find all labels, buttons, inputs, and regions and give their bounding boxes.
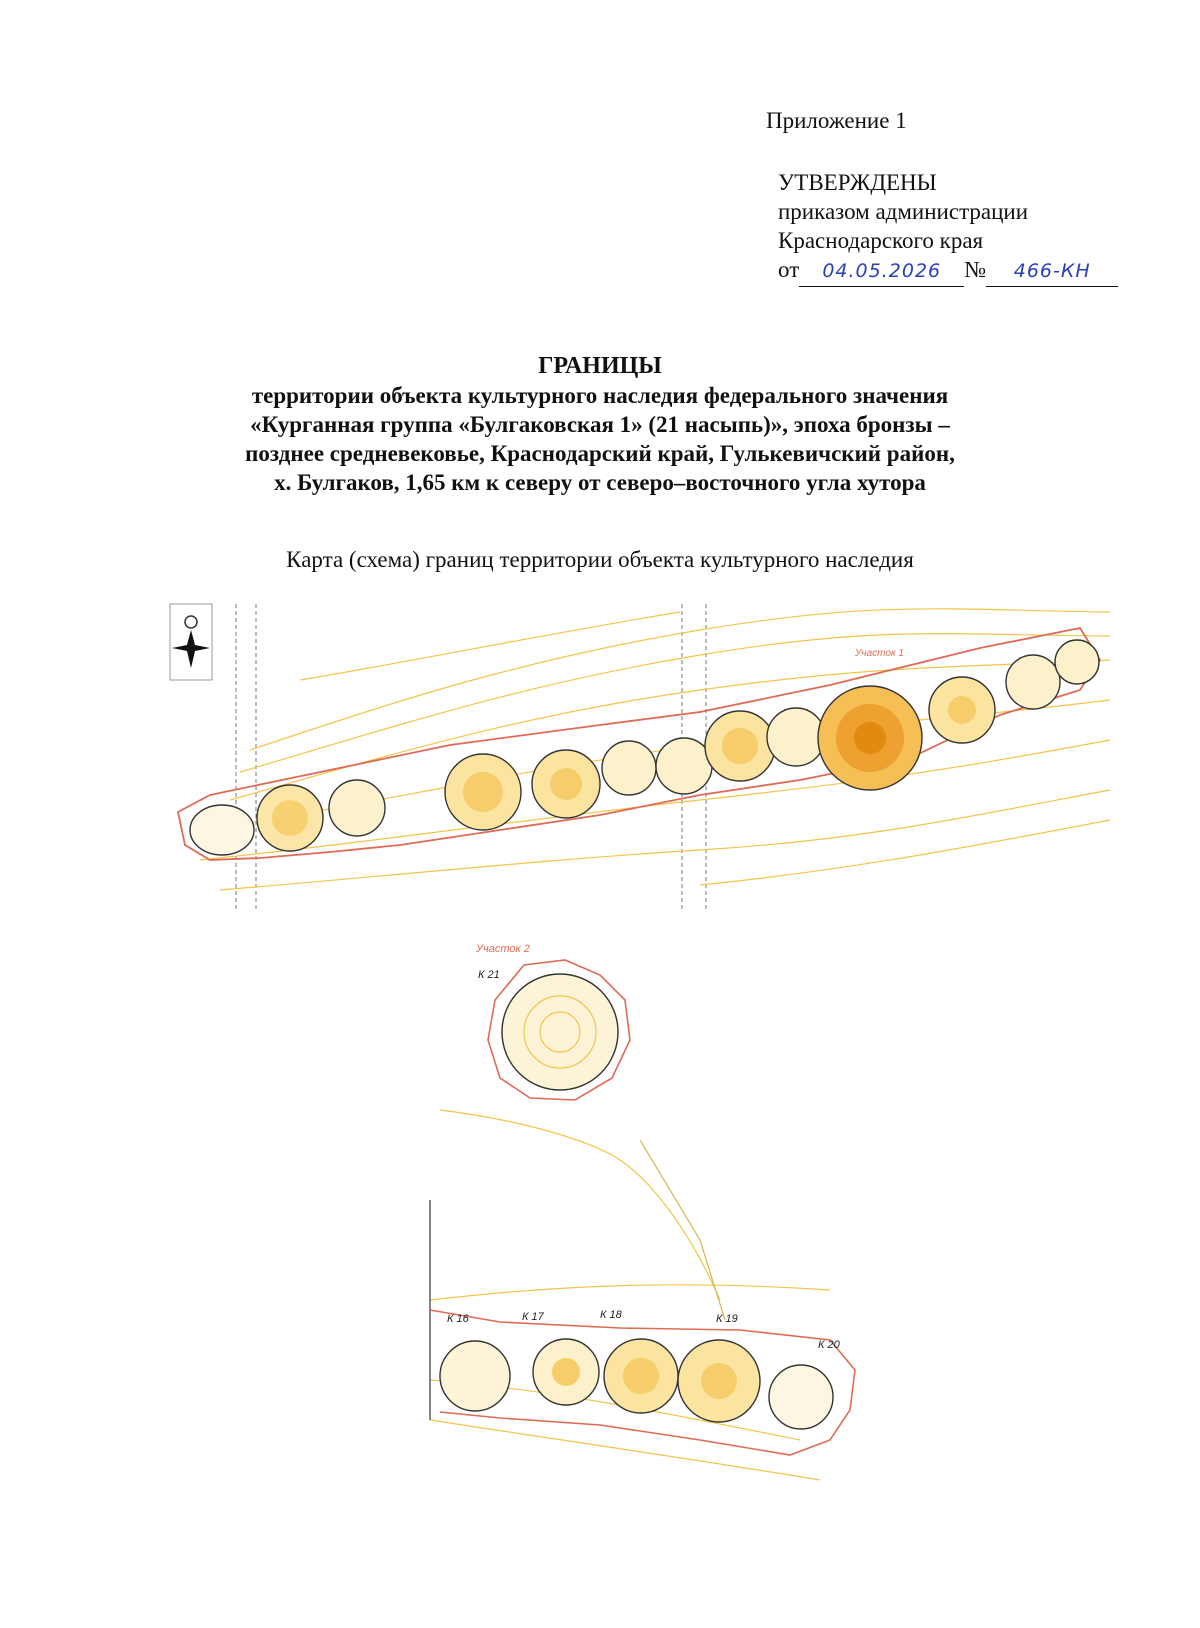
appendix-label: Приложение 1 bbox=[766, 108, 907, 133]
contour-lines bbox=[200, 609, 1110, 890]
title-line-3: позднее средневековье, Краснодарский край, Гулькевичский район, bbox=[245, 441, 955, 466]
plot-2-label: Участок 2 bbox=[476, 943, 530, 955]
handwritten-date: 04.05.2026 bbox=[799, 257, 964, 287]
title-line-4: х. Булгаков, 1,65 км к северу от северо–восточного угла хутора bbox=[274, 470, 926, 495]
title-line-2: «Курганная группа «Булгаковская 1» (21 насыпь)», эпоха бронзы – bbox=[250, 412, 950, 437]
approved-by-line1: приказом администрации bbox=[778, 199, 1029, 224]
plot-1-label: Участок 1 bbox=[855, 648, 904, 659]
number-prefix: № bbox=[964, 257, 987, 282]
lower-contours bbox=[430, 1110, 830, 1480]
mound-k17-label: К 17 bbox=[522, 1311, 544, 1323]
title-line-1: территории объекта культурного наследия федерального значения bbox=[251, 383, 949, 408]
title-main: ГРАНИЦЫ bbox=[538, 353, 662, 379]
plot-2-boundary bbox=[475, 943, 630, 1100]
north-arrow-icon bbox=[170, 604, 212, 680]
mound-k20-label: К 20 bbox=[818, 1339, 840, 1351]
handwritten-number: 466-КН bbox=[986, 257, 1118, 287]
mound-k21-label: К 21 bbox=[478, 969, 500, 981]
mounds-plot-1 bbox=[190, 640, 1099, 855]
mound-k19-label: К 19 bbox=[716, 1313, 738, 1325]
mounds-lower bbox=[440, 1339, 833, 1429]
map-caption: Карта (схема) границ территории объекта культурного наследия bbox=[286, 547, 914, 572]
mound-k16-label: К 16 bbox=[447, 1313, 469, 1325]
approved-by-line2: Краснодарского края bbox=[778, 228, 984, 253]
approved-heading: УТВЕРЖДЕНЫ bbox=[778, 170, 937, 195]
mound-k18-label: К 18 bbox=[600, 1309, 622, 1321]
date-prefix: от bbox=[778, 257, 800, 282]
